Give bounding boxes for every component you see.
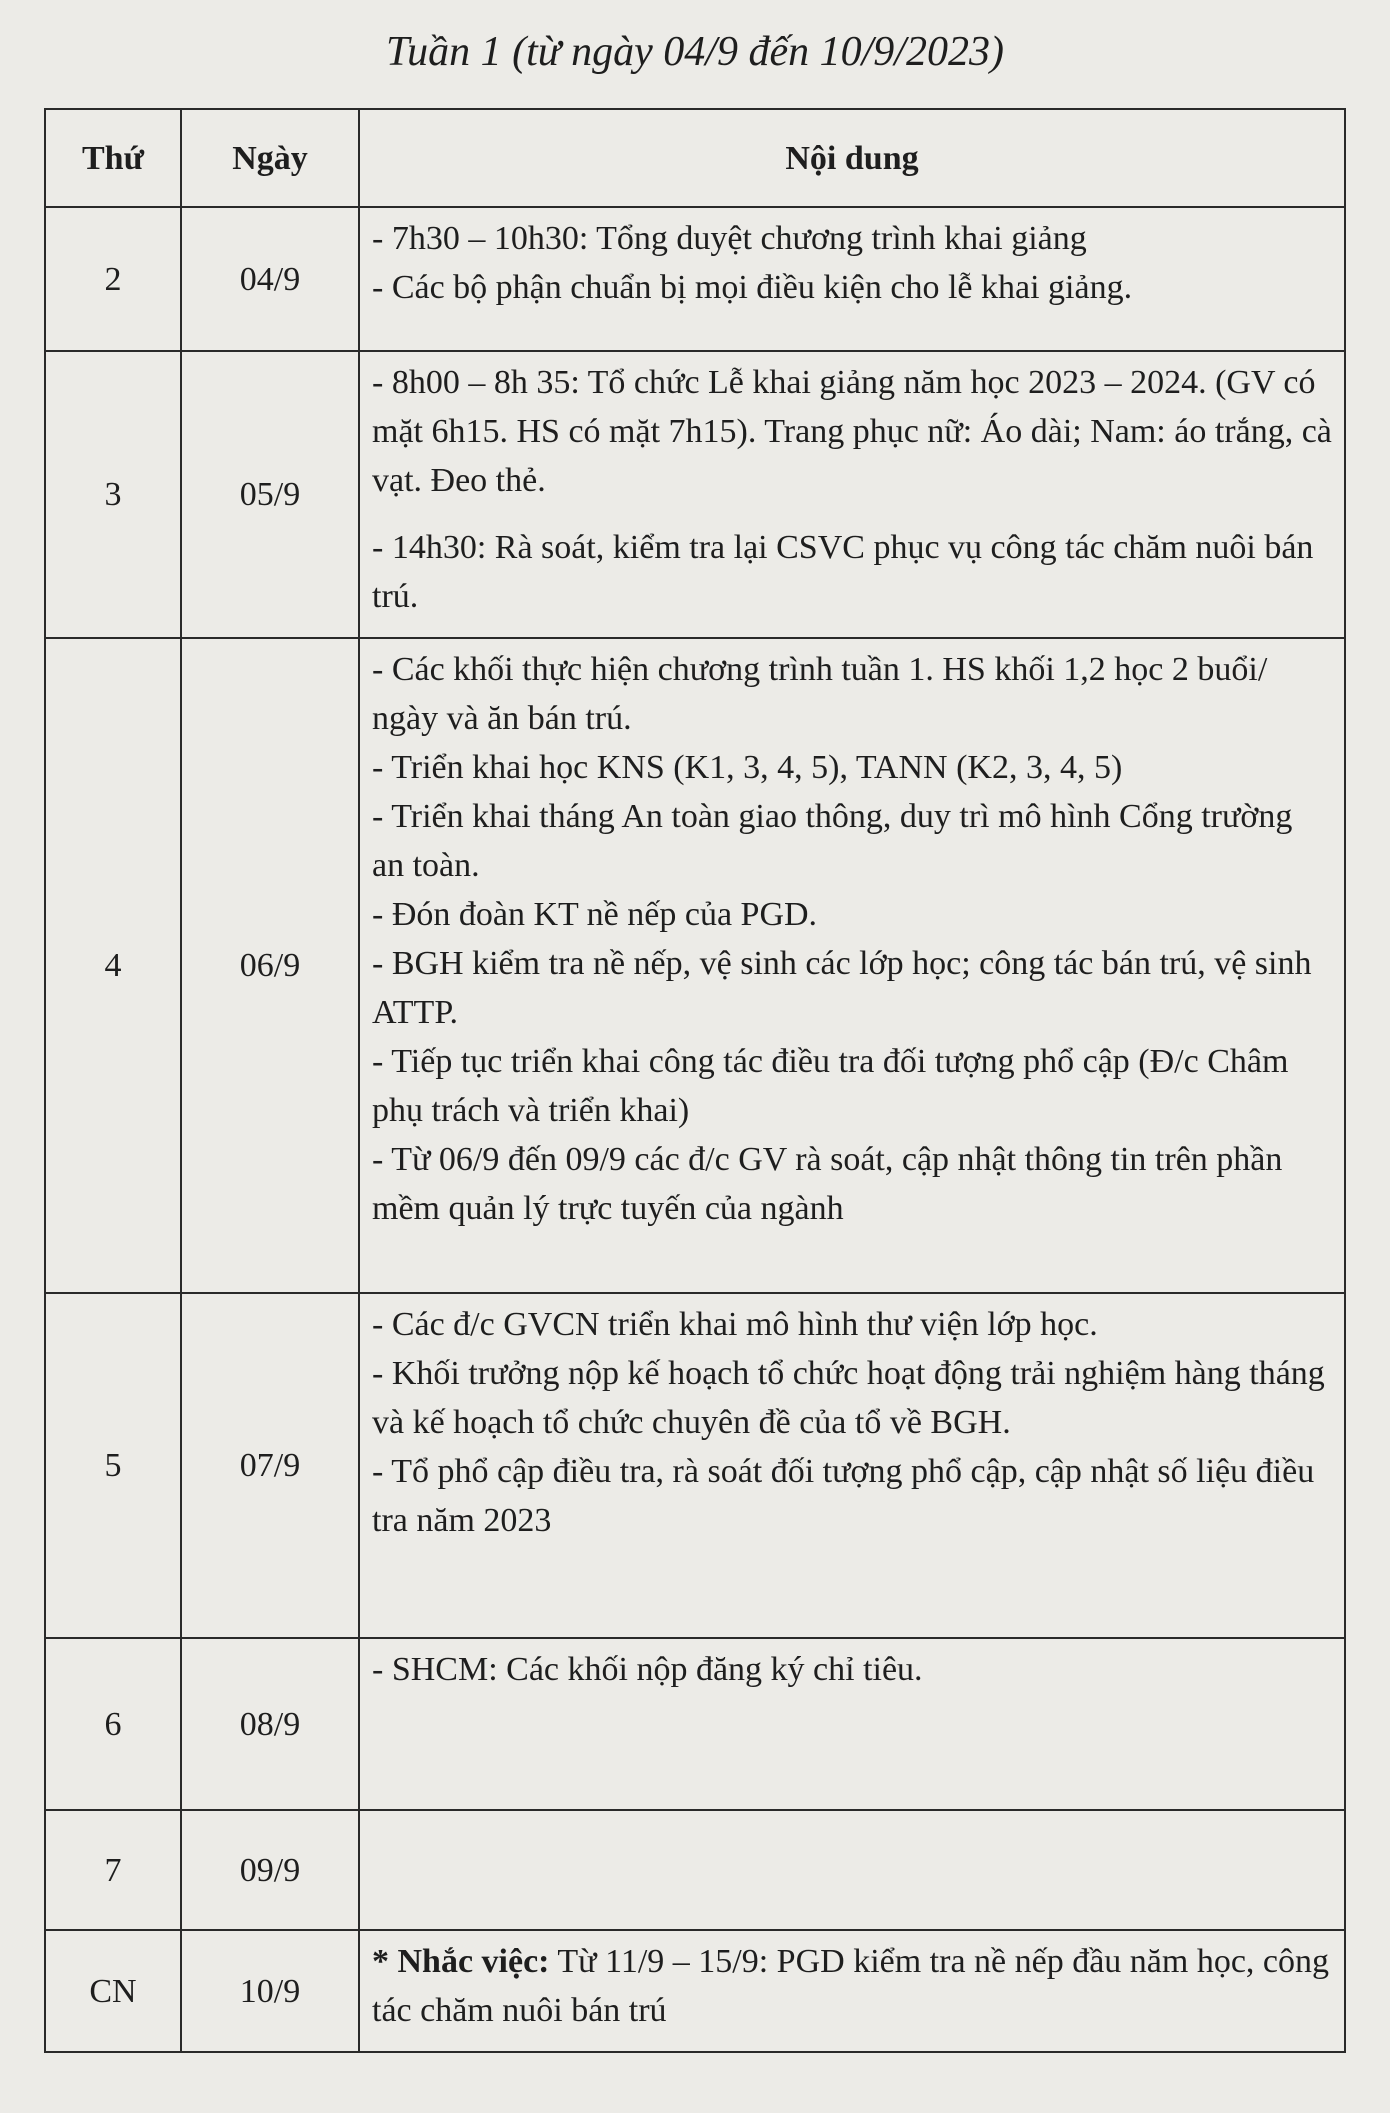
row-content — [359, 1810, 1345, 1930]
row-day: 3 — [45, 351, 181, 638]
header-content: Nội dung — [359, 109, 1345, 207]
row-day: 6 — [45, 1638, 181, 1810]
row-date: 05/9 — [181, 351, 359, 638]
content-item: - Các bộ phận chuẩn bị mọi điều kiện cho lễ khai giảng. — [372, 269, 1133, 306]
table-row — [45, 638, 1345, 1293]
row-day: CN — [45, 1930, 181, 2052]
reminder-text: Từ 11/9 – 15/9: PGD kiểm tra nề nếp đầu năm học, công tác chăm nuôi bán trú — [372, 1943, 1330, 2029]
table-row — [45, 1293, 1345, 1638]
row-content — [359, 351, 1345, 638]
row-date: 10/9 — [181, 1930, 359, 2052]
row-content — [359, 1293, 1345, 1638]
table-row — [45, 1810, 1345, 1930]
row-date: 04/9 — [181, 207, 359, 351]
content-item: - Đón đoàn KT nề nếp của PGD. — [372, 896, 818, 933]
content-item: - 14h30: Rà soát, kiểm tra lại CSVC phục vụ công tác chăm nuôi bán trú. — [372, 529, 1314, 615]
row-day: 7 — [45, 1810, 181, 1930]
content-item: - BGH kiểm tra nề nếp, vệ sinh các lớp học; công tác bán trú, vệ sinh ATTP. — [372, 945, 1312, 1031]
row-day: 4 — [45, 638, 181, 1293]
content-item: - Triển khai tháng An toàn giao thông, duy trì mô hình Cổng trường an toàn. — [372, 798, 1293, 884]
content-item: - Các khối thực hiện chương trình tuần 1. HS khối 1,2 học 2 buổi/ ngày và ăn bán trú. — [372, 651, 1268, 737]
page-title: Tuần 1 (từ ngày 04/9 đến 10/9/2023) — [386, 29, 1004, 75]
table-row — [45, 351, 1345, 638]
row-date: 09/9 — [181, 1810, 359, 1930]
header-day: Thứ — [45, 109, 181, 207]
table-row — [45, 207, 1345, 351]
content-item: - SHCM: Các khối nộp đăng ký chỉ tiêu. — [372, 1651, 923, 1688]
content-item: - Triển khai học KNS (K1, 3, 4, 5), TANN (K2, 3, 4, 5) — [372, 749, 1123, 786]
row-date: 07/9 — [181, 1293, 359, 1638]
content-item: - 7h30 – 10h30: Tổng duyệt chương trình khai giảng — [372, 220, 1087, 257]
row-day: 2 — [45, 207, 181, 351]
content-item: - Tiếp tục triển khai công tác điều tra đối tượng phổ cập (Đ/c Châm phụ trách và triển khai) — [372, 1043, 1289, 1129]
header-row — [45, 109, 1345, 207]
row-content — [359, 1930, 1345, 2052]
content-item: - Các đ/c GVCN triển khai mô hình thư viện lớp học. — [372, 1306, 1098, 1343]
content-item: - 8h00 – 8h 35: Tổ chức Lễ khai giảng năm học 2023 – 2024. (GV có mặt 6h15. HS có mặt 7h15). Trang phục nữ: Áo dài; Nam: áo trắng, cà vạt. Đeo thẻ. — [372, 364, 1332, 499]
table-row — [45, 1930, 1345, 2052]
reminder-note — [372, 1937, 1332, 2035]
row-content — [359, 1638, 1345, 1810]
content-item: - Từ 06/9 đến 09/9 các đ/c GV rà soát, cập nhật thông tin trên phần mềm quản lý trực tuyến của ngành — [372, 1141, 1283, 1227]
row-date: 08/9 — [181, 1638, 359, 1810]
header-date: Ngày — [181, 109, 359, 207]
row-content — [359, 638, 1345, 1293]
row-day: 5 — [45, 1293, 181, 1638]
content-item: - Tổ phổ cập điều tra, rà soát đối tượng phổ cập, cập nhật số liệu điều tra năm 2023 — [372, 1453, 1315, 1539]
reminder-label: * Nhắc việc: — [372, 1943, 550, 1980]
content-item: - Khối trưởng nộp kế hoạch tổ chức hoạt động trải nghiệm hàng tháng và kế hoạch tổ chức chuyên đề của tổ về BGH. — [372, 1355, 1325, 1441]
row-content — [359, 207, 1345, 351]
table-row — [45, 1638, 1345, 1810]
schedule-table — [44, 108, 1346, 2053]
row-date: 06/9 — [181, 638, 359, 1293]
